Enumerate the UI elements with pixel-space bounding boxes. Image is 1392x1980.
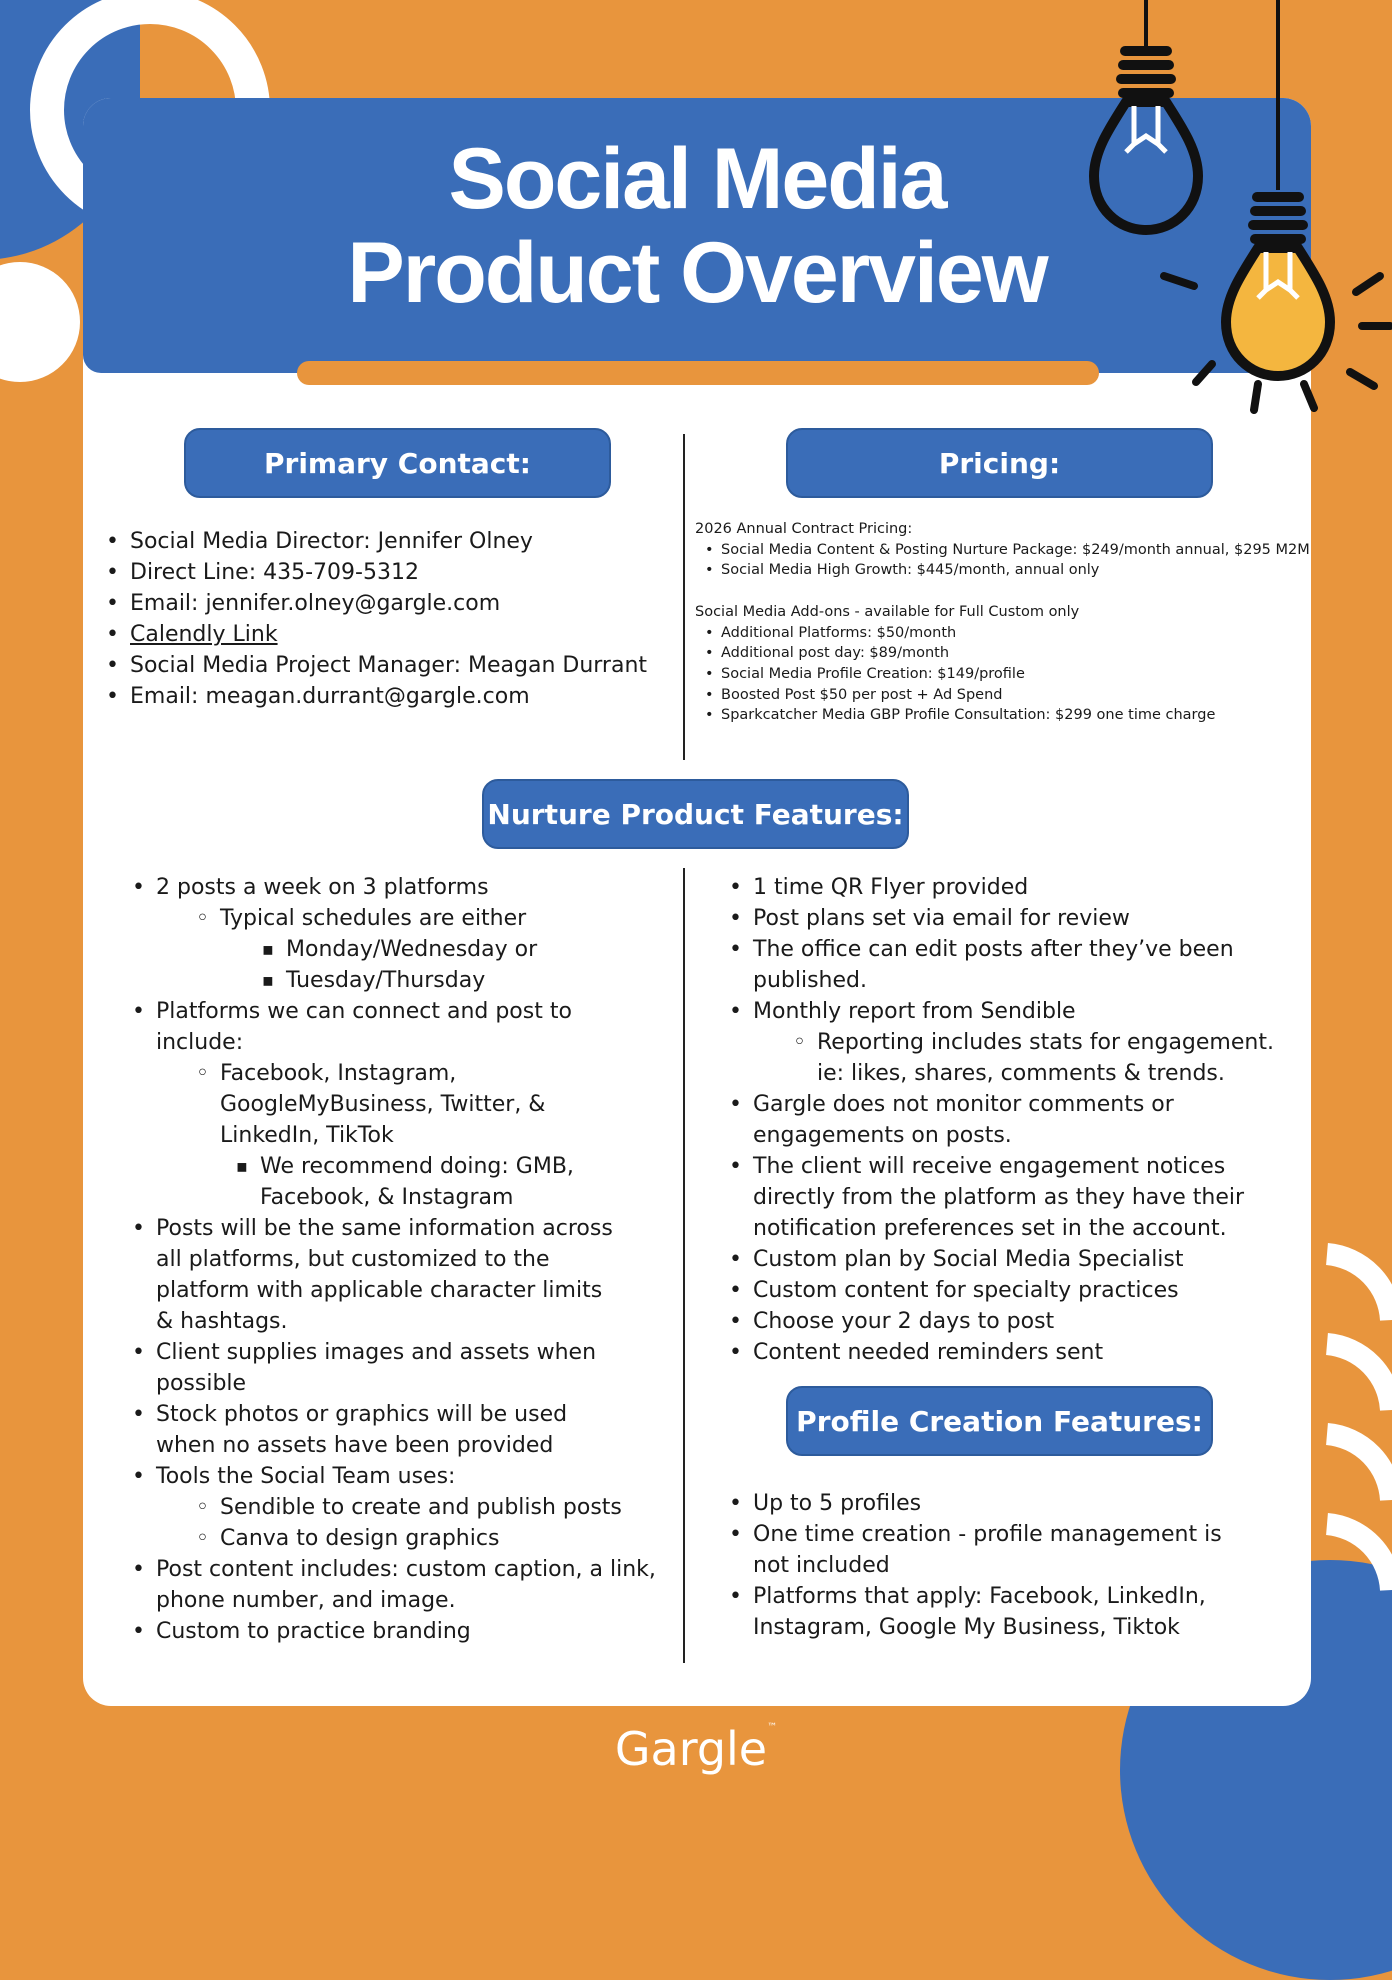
post-plans: • Post plans set via email for review <box>727 903 1287 934</box>
decorative-arcs <box>1325 1240 1392 1600</box>
contact-calendly-item <box>104 619 684 650</box>
client-supplies-note: • Client supplies images and assets when possible <box>130 1337 636 1399</box>
title-underline-bar <box>297 361 1099 385</box>
stock-photos-note: • Stock photos or graphics will be used when no assets have been provided <box>130 1399 606 1461</box>
addon-post-day: • Additional post day: $89/month <box>695 643 1317 664</box>
bulb-wire-2 <box>1276 0 1280 190</box>
addons-list <box>695 623 1317 727</box>
profile-features-heading: Profile Creation Features: <box>786 1386 1213 1456</box>
contact-director-email: • Email: jennifer.olney@gargle.com <box>104 588 684 619</box>
bottom-column-divider <box>683 868 685 1663</box>
office-edit: • The office can edit posts after they’ve been published. <box>727 934 1263 996</box>
reporting-stats: ◦ Reporting includes stats for engagement. ie: likes, shares, comments & trends. <box>791 1027 1287 1089</box>
tool-sendible: ◦ Sendible to create and publish posts <box>194 1492 650 1523</box>
calendly-link[interactable]: Calendly Link <box>130 622 278 647</box>
engagement-notices: • The client will receive engagement notices directly from the platform as they have their notification preferences set in the account. <box>727 1151 1287 1244</box>
post-content-note: • Post content includes: custom caption, a link, phone number, and image. <box>130 1554 656 1616</box>
profile-one-time: • One time creation - profile management is not included <box>727 1519 1253 1581</box>
posts-per-week: 2 posts a week on 3 platforms <box>156 875 489 900</box>
list-item <box>130 996 650 1213</box>
profile-limit: • Up to 5 profiles <box>727 1488 1267 1519</box>
platforms-intro: Platforms we can connect and post to include: <box>156 999 572 1055</box>
lightbulb-lit-icon <box>1150 186 1392 446</box>
schedule-tt: ▪ Tuesday/Thursday <box>260 965 650 996</box>
schedule-mw: ▪ Monday/Wednesday or <box>260 934 650 965</box>
logo-text: Gargle <box>614 1722 768 1776</box>
profile-platforms: • Platforms that apply: Facebook, LinkedIn, Instagram, Google My Business, Tiktok <box>727 1581 1253 1643</box>
nurture-features-heading: Nurture Product Features: <box>482 779 909 849</box>
tools-intro: Tools the Social Team uses: <box>156 1464 456 1489</box>
addon-boosted-post: • Boosted Post $50 per post + Ad Spend <box>695 685 1317 706</box>
tools-sublist <box>156 1492 650 1554</box>
list-item <box>130 1461 650 1554</box>
title-line-1: Social Media <box>448 131 946 227</box>
gargle-logo <box>0 1722 1392 1776</box>
custom-plan: • Custom plan by Social Media Specialist <box>727 1244 1287 1275</box>
recommend-sublist <box>194 1151 650 1213</box>
custom-content: • Custom content for specialty practices <box>727 1275 1287 1306</box>
pricing-details <box>695 519 1317 726</box>
choose-days: • Choose your 2 days to post <box>727 1306 1287 1337</box>
list-item <box>194 1058 550 1151</box>
list-item <box>194 1151 650 1213</box>
schedule-options <box>220 934 650 996</box>
branding-note: • Custom to practice branding <box>130 1616 650 1647</box>
nurture-right-list <box>727 872 1287 1368</box>
recommendation: ▪ We recommend doing: GMB, Facebook, & Instagram <box>234 1151 600 1213</box>
contact-director: • Social Media Director: Jennifer Olney <box>104 526 684 557</box>
no-monitoring: • Gargle does not monitor comments or engagements on posts. <box>727 1089 1233 1151</box>
tool-canva: ◦ Canva to design graphics <box>194 1523 650 1554</box>
profile-features-list <box>727 1488 1267 1643</box>
contact-list <box>104 526 684 712</box>
list-item <box>130 872 650 996</box>
schedule-sublist <box>156 903 650 996</box>
contact-manager-email: • Email: meagan.durrant@gargle.com <box>104 681 684 712</box>
addon-gbp-consultation: • Sparkcatcher Media GBP Profile Consultation: $299 one time charge <box>695 705 1317 726</box>
reporting-sublist <box>753 1027 1287 1089</box>
nurture-left-list <box>130 872 656 1647</box>
addon-platforms: • Additional Platforms: $50/month <box>695 623 1317 644</box>
addon-profile-creation: • Social Media Profile Creation: $149/profile <box>695 664 1317 685</box>
primary-contact-heading: Primary Contact: <box>184 428 611 498</box>
contact-project-manager: • Social Media Project Manager: Meagan Durrant <box>104 650 684 681</box>
monthly-report: Monthly report from Sendible <box>753 999 1076 1024</box>
platform-names: Facebook, Instagram, GoogleMyBusiness, Twitter, & LinkedIn, TikTok <box>220 1061 546 1148</box>
pricing-heading: Pricing: <box>786 428 1213 498</box>
same-info-note: • Posts will be the same information across all platforms, but customized to the platform with applicable character limits & hashtags. <box>130 1213 626 1337</box>
content-reminders: • Content needed reminders sent <box>727 1337 1287 1368</box>
annual-pricing-heading: 2026 Annual Contract Pricing: <box>695 521 913 537</box>
white-circle-shape <box>0 262 80 382</box>
title-line-2: Product Overview <box>347 225 1047 321</box>
nurture-package-price: • Social Media Content & Posting Nurture Package: $249/month annual, $295 M2M <box>695 540 1317 561</box>
qr-flyer: • 1 time QR Flyer provided <box>727 872 1287 903</box>
addons-heading: Social Media Add-ons - available for Full Custom only <box>695 603 1080 620</box>
high-growth-price: • Social Media High Growth: $445/month, annual only <box>695 560 1317 581</box>
annual-pricing-list <box>695 540 1317 581</box>
contact-direct-line: • Direct Line: 435-709-5312 <box>104 557 684 588</box>
list-item <box>727 996 1287 1089</box>
platforms-sublist <box>156 1058 650 1213</box>
list-item <box>194 903 650 996</box>
trademark-symbol: ™ <box>767 1722 778 1733</box>
typical-schedules: Typical schedules are either <box>220 906 527 931</box>
